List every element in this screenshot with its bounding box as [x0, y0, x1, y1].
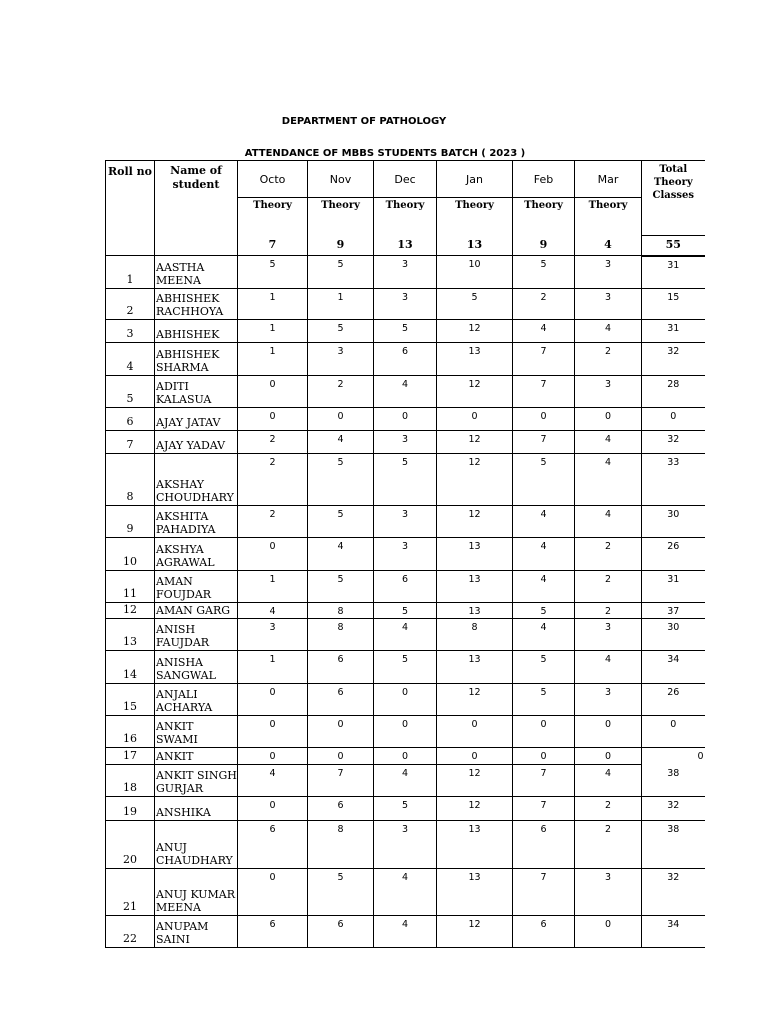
attendance-value: 13: [437, 821, 513, 869]
attendance-value: 12: [437, 376, 513, 408]
attendance-value: 13: [437, 538, 513, 571]
roll-number: 2: [106, 289, 155, 320]
total-value: 32: [642, 343, 705, 376]
month-header: Dec: [374, 161, 437, 198]
total-value: 37: [642, 603, 705, 619]
class-count: 9: [513, 235, 575, 256]
total-value: 38: [642, 765, 705, 797]
student-row: [106, 408, 705, 431]
attendance-value: 4: [575, 320, 642, 343]
student-name: AKSHAY CHOUDHARY: [155, 454, 238, 506]
attendance-value: 13: [437, 571, 513, 603]
roll-number: 11: [106, 571, 155, 603]
total-class-count: 55: [642, 235, 705, 256]
attendance-value: 1: [238, 343, 308, 376]
attendance-value: 6: [238, 821, 308, 869]
attendance-value: 3: [575, 619, 642, 651]
theory-label: Theory: [374, 198, 437, 235]
attendance-value: 13: [437, 343, 513, 376]
roll-header: Roll no: [106, 161, 155, 256]
attendance-value: 5: [374, 797, 437, 821]
attendance-value: 12: [437, 765, 513, 797]
attendance-value: 10: [437, 256, 513, 289]
attendance-value: 3: [374, 431, 437, 454]
month-header: Octo: [238, 161, 308, 198]
attendance-value: 8: [308, 821, 374, 869]
month-header: Mar: [575, 161, 642, 198]
attendance-value: 2: [238, 506, 308, 538]
attendance-value: 6: [374, 343, 437, 376]
attendance-value: 5: [308, 454, 374, 506]
attendance-value: 0: [513, 716, 575, 748]
student-row: [106, 343, 705, 376]
roll-number: 5: [106, 376, 155, 408]
student-name: AKSHYA AGRAWAL: [155, 538, 238, 571]
student-name: AJAY JATAV: [155, 408, 238, 431]
attendance-value: 0: [238, 797, 308, 821]
header-row: [106, 161, 705, 198]
student-row: [106, 797, 705, 821]
total-value: 0: [697, 751, 704, 762]
student-name: ANKIT: [155, 748, 238, 765]
roll-number: 16: [106, 716, 155, 748]
roll-number: 21: [106, 869, 155, 916]
student-row: [106, 765, 705, 797]
attendance-value: 3: [575, 684, 642, 716]
total-value: 30: [642, 619, 705, 651]
attendance-value: 0: [238, 869, 308, 916]
class-count: 13: [374, 235, 437, 256]
student-row: [106, 619, 705, 651]
student-row: [106, 748, 705, 765]
attendance-value: 7: [513, 797, 575, 821]
student-row: [106, 651, 705, 684]
total-value: 31: [642, 320, 705, 343]
attendance-value: 4: [513, 571, 575, 603]
attendance-value: 3: [374, 256, 437, 289]
attendance-value: 5: [374, 603, 437, 619]
month-header: Jan: [437, 161, 513, 198]
total-value: 32: [642, 797, 705, 821]
student-row: [106, 320, 705, 343]
roll-number: 12: [106, 603, 155, 619]
attendance-value: 0: [513, 748, 575, 765]
attendance-value: 3: [374, 506, 437, 538]
attendance-value: 8: [308, 619, 374, 651]
attendance-value: 5: [513, 256, 575, 289]
attendance-value: 4: [374, 619, 437, 651]
attendance-value: 2: [575, 343, 642, 376]
student-name: AMAN GARG: [155, 603, 238, 619]
attendance-value: 5: [308, 256, 374, 289]
attendance-value: 13: [437, 651, 513, 684]
student-row: [106, 289, 705, 320]
attendance-value: 6: [513, 821, 575, 869]
attendance-value: 0: [238, 376, 308, 408]
attendance-value: 6: [308, 916, 374, 948]
class-count: 7: [238, 235, 308, 256]
roll-number: 1: [106, 256, 155, 289]
attendance-value: 12: [437, 684, 513, 716]
total-value: 30: [642, 506, 705, 538]
attendance-value: 7: [513, 376, 575, 408]
attendance-value: 3: [575, 376, 642, 408]
attendance-value: 4: [238, 603, 308, 619]
attendance-value: 6: [374, 571, 437, 603]
attendance-value: 7: [513, 765, 575, 797]
roll-number: 3: [106, 320, 155, 343]
student-name: AMAN FOUJDAR: [155, 571, 238, 603]
total-value: 15: [642, 289, 705, 320]
attendance-value: 3: [238, 619, 308, 651]
attendance-value: 12: [437, 454, 513, 506]
attendance-value: 5: [308, 506, 374, 538]
student-row: [106, 256, 705, 289]
attendance-value: 1: [238, 571, 308, 603]
attendance-value: 1: [238, 289, 308, 320]
attendance-value: 6: [308, 651, 374, 684]
student-row: [106, 716, 705, 748]
total-value: 34: [642, 916, 705, 948]
attendance-value: 13: [437, 603, 513, 619]
roll-number: 19: [106, 797, 155, 821]
attendance-value: 5: [437, 289, 513, 320]
department-title: DEPARTMENT OF PATHOLOGY: [281, 116, 447, 127]
theory-label: Theory: [437, 198, 513, 235]
attendance-value: 0: [238, 748, 308, 765]
attendance-value: 6: [308, 797, 374, 821]
attendance-value: 3: [575, 289, 642, 320]
attendance-value: 5: [513, 651, 575, 684]
student-row: [106, 376, 705, 408]
attendance-value: 12: [437, 916, 513, 948]
student-name: ANJALI ACHARYA: [155, 684, 238, 716]
attendance-value: 0: [437, 408, 513, 431]
attendance-value: 8: [308, 603, 374, 619]
attendance-value: 5: [374, 454, 437, 506]
total-value: 34: [642, 651, 705, 684]
attendance-value: 4: [513, 538, 575, 571]
month-header: Nov: [308, 161, 374, 198]
attendance-value: 12: [437, 320, 513, 343]
attendance-value: 3: [374, 821, 437, 869]
attendance-value: 13: [437, 869, 513, 916]
attendance-value: 4: [238, 765, 308, 797]
student-row: [106, 684, 705, 716]
attendance-value: 4: [513, 619, 575, 651]
attendance-value: 2: [238, 431, 308, 454]
attendance-value: 4: [575, 506, 642, 538]
student-name: AJAY YADAV: [155, 431, 238, 454]
student-row: [106, 603, 705, 619]
total-value: 32: [642, 869, 705, 916]
class-count: 9: [308, 235, 374, 256]
attendance-value: 0: [575, 716, 642, 748]
student-name: ANSHIKA: [155, 797, 238, 821]
roll-number: 9: [106, 506, 155, 538]
attendance-value: 0: [238, 716, 308, 748]
attendance-value: 7: [513, 343, 575, 376]
attendance-value: 12: [437, 431, 513, 454]
attendance-value: 4: [374, 916, 437, 948]
attendance-value: 5: [513, 454, 575, 506]
attendance-value: 2: [575, 603, 642, 619]
attendance-value: 5: [374, 651, 437, 684]
student-name: ANKIT SINGH GURJAR: [155, 765, 238, 797]
attendance-value: 8: [437, 619, 513, 651]
student-name: ANUPAM SAINI: [155, 916, 238, 948]
attendance-value: 5: [308, 320, 374, 343]
attendance-value: 7: [513, 431, 575, 454]
total-value: 0: [642, 408, 705, 431]
roll-number: 6: [106, 408, 155, 431]
attendance-value: 7: [308, 765, 374, 797]
attendance-value: 0: [374, 748, 437, 765]
attendance-value: 12: [437, 506, 513, 538]
student-name: ABHISHEK: [155, 320, 238, 343]
attendance-value: 4: [308, 431, 374, 454]
roll-number: 20: [106, 821, 155, 869]
attendance-value: 1: [238, 651, 308, 684]
attendance-value: 0: [575, 748, 642, 765]
student-row: [106, 454, 705, 506]
attendance-table: [105, 160, 705, 948]
attendance-value: 2: [575, 821, 642, 869]
attendance-value: 3: [374, 289, 437, 320]
attendance-value: 4: [575, 765, 642, 797]
student-name: AKSHITA PAHADIYA: [155, 506, 238, 538]
name-header: Name of student: [155, 161, 238, 256]
roll-number: 22: [106, 916, 155, 948]
attendance-value: 2: [575, 571, 642, 603]
attendance-value: 6: [308, 684, 374, 716]
total-header: Total Theory Classes: [642, 161, 705, 235]
attendance-value: 5: [513, 684, 575, 716]
attendance-value: 4: [575, 431, 642, 454]
total-value: 28: [642, 376, 705, 408]
attendance-value: 0: [238, 408, 308, 431]
attendance-value: 3: [374, 538, 437, 571]
theory-label: Theory: [513, 198, 575, 235]
total-value: 31: [642, 571, 705, 603]
student-row: [106, 821, 705, 869]
total-value: 26: [642, 684, 705, 716]
attendance-value: 2: [513, 289, 575, 320]
class-count: 4: [575, 235, 642, 256]
attendance-value: 5: [238, 256, 308, 289]
attendance-value: 4: [374, 765, 437, 797]
student-row: [106, 538, 705, 571]
roll-number: 10: [106, 538, 155, 571]
total-value: 33: [642, 454, 705, 506]
attendance-subtitle: ATTENDANCE OF MBBS STUDENTS BATCH ( 2023 ): [244, 148, 526, 159]
attendance-value: 0: [575, 916, 642, 948]
total-value: 32: [642, 431, 705, 454]
attendance-value: 0: [513, 408, 575, 431]
roll-number: 8: [106, 454, 155, 506]
attendance-value: 4: [575, 454, 642, 506]
attendance-value: 0: [308, 748, 374, 765]
attendance-value: 7: [513, 869, 575, 916]
roll-number: 14: [106, 651, 155, 684]
roll-number: 7: [106, 431, 155, 454]
attendance-value: 1: [308, 289, 374, 320]
student-name: AASTHA MEENA: [155, 256, 238, 289]
attendance-value: 5: [308, 571, 374, 603]
attendance-value: 1: [238, 320, 308, 343]
student-row: [106, 431, 705, 454]
attendance-value: 5: [513, 603, 575, 619]
student-name: ANUJ KUMAR MEENA: [155, 869, 238, 916]
total-value: 38: [642, 821, 705, 869]
attendance-value: 2: [575, 538, 642, 571]
class-count: 13: [437, 235, 513, 256]
student-row: [106, 916, 705, 948]
total-value: 0: [642, 716, 705, 748]
theory-label: Theory: [238, 198, 308, 235]
attendance-value: 6: [513, 916, 575, 948]
attendance-value: 0: [308, 408, 374, 431]
theory-label: Theory: [575, 198, 642, 235]
month-header: Feb: [513, 161, 575, 198]
student-name: ANISH FAUJDAR: [155, 619, 238, 651]
attendance-value: 0: [374, 716, 437, 748]
theory-label: Theory: [308, 198, 374, 235]
student-row: [106, 506, 705, 538]
roll-number: 15: [106, 684, 155, 716]
total-value: 26: [642, 538, 705, 571]
roll-number: 13: [106, 619, 155, 651]
student-name: ANUJ CHAUDHARY: [155, 821, 238, 869]
attendance-value: 0: [374, 684, 437, 716]
roll-number: 17: [106, 748, 155, 765]
total-value: 31: [642, 256, 705, 289]
student-name: ABHISHEK SHARMA: [155, 343, 238, 376]
attendance-value: 0: [238, 684, 308, 716]
student-row: [106, 869, 705, 916]
attendance-value: 4: [575, 651, 642, 684]
attendance-value: 2: [308, 376, 374, 408]
student-name: ANISHA SANGWAL: [155, 651, 238, 684]
student-name: ADITI KALASUA: [155, 376, 238, 408]
attendance-value: 4: [513, 320, 575, 343]
attendance-value: 2: [575, 797, 642, 821]
attendance-value: 0: [238, 538, 308, 571]
student-row: [106, 571, 705, 603]
student-name: ABHISHEK RACHHOYA: [155, 289, 238, 320]
roll-number: 18: [106, 765, 155, 797]
attendance-value: 3: [575, 256, 642, 289]
attendance-value: 0: [437, 716, 513, 748]
attendance-value: 2: [238, 454, 308, 506]
attendance-value: 5: [308, 869, 374, 916]
attendance-value: 3: [575, 869, 642, 916]
attendance-value: 6: [238, 916, 308, 948]
attendance-value: 12: [437, 797, 513, 821]
attendance-value: 5: [374, 320, 437, 343]
attendance-value: 0: [575, 408, 642, 431]
attendance-value: 4: [513, 506, 575, 538]
attendance-value: 4: [308, 538, 374, 571]
attendance-value: 4: [374, 869, 437, 916]
attendance-value: 0: [308, 716, 374, 748]
student-name: ANKIT SWAMI: [155, 716, 238, 748]
attendance-value: 3: [308, 343, 374, 376]
attendance-value: 4: [374, 376, 437, 408]
roll-number: 4: [106, 343, 155, 376]
attendance-value: 0: [437, 748, 513, 765]
attendance-value: 0: [374, 408, 437, 431]
